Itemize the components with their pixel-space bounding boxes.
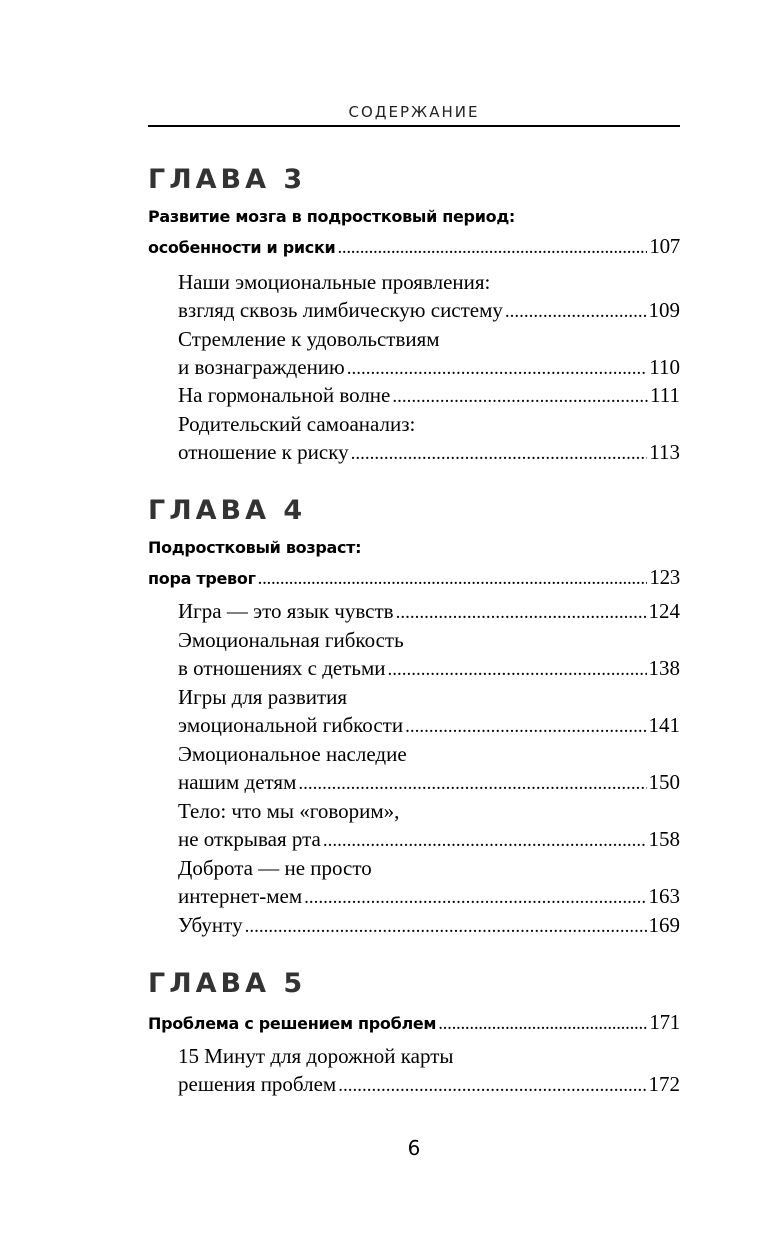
dot-leader xyxy=(396,599,647,627)
toc-entry[interactable] xyxy=(178,882,680,910)
chapter-4-title: ГЛАВА 4 xyxy=(148,495,307,526)
toc-entry[interactable] xyxy=(178,825,680,853)
dot-leader xyxy=(438,1010,647,1038)
entry-title: решения проблем xyxy=(178,1072,337,1096)
entry-title: Доброта — не просто xyxy=(178,856,372,880)
entry-title: Эмоциональная гибкость xyxy=(178,628,404,652)
dot-leader xyxy=(392,383,648,411)
dot-leader xyxy=(388,656,647,684)
dot-leader xyxy=(298,770,646,798)
entry-title: и вознаграждению xyxy=(178,355,345,379)
entry-title: отношение к риску xyxy=(178,440,349,464)
page-ref: 123 xyxy=(649,565,680,589)
dot-leader xyxy=(245,913,647,941)
page-ref: 109 xyxy=(648,298,680,322)
chapter-5-title: ГЛАВА 5 xyxy=(148,968,307,999)
page-ref: 150 xyxy=(648,770,680,794)
page-ref: 124 xyxy=(648,599,680,623)
page-ref: 107 xyxy=(649,234,680,258)
toc-entry[interactable] xyxy=(178,438,680,466)
page-ref: 141 xyxy=(648,713,680,737)
dot-leader xyxy=(258,565,648,593)
entry-title: интернет-мем xyxy=(178,884,303,908)
toc-entry[interactable] xyxy=(178,711,680,739)
page-ref: 111 xyxy=(650,383,680,407)
entry-title: пора тревог xyxy=(148,569,256,588)
page-ref: 169 xyxy=(648,913,680,937)
toc-entry[interactable] xyxy=(178,911,680,939)
chapter-3-title: ГЛАВА 3 xyxy=(148,164,307,195)
toc-entry[interactable] xyxy=(178,683,680,711)
toc-entry-main[interactable] xyxy=(148,203,680,231)
entry-title: нашим детям xyxy=(178,770,297,794)
running-head: СОДЕРЖАНИЕ xyxy=(348,103,480,121)
dot-leader xyxy=(337,234,647,262)
dot-leader xyxy=(304,884,646,912)
page-ref: 172 xyxy=(648,1072,680,1096)
page-number: 6 xyxy=(407,1136,421,1160)
dot-leader xyxy=(505,298,647,326)
entry-title: Убунту xyxy=(178,913,243,937)
entry-title: взгляд сквозь лимбическую систему xyxy=(178,298,503,322)
toc-entry[interactable] xyxy=(178,1070,680,1098)
entry-title: Проблема с решением проблем xyxy=(148,1014,437,1033)
entry-title: не открывая рта xyxy=(178,827,321,851)
toc-entry[interactable] xyxy=(178,296,680,324)
toc-entry[interactable] xyxy=(178,854,680,882)
page-ref: 138 xyxy=(648,656,680,680)
dot-leader xyxy=(347,355,648,383)
page-ref: 158 xyxy=(648,827,680,851)
dot-leader xyxy=(405,713,646,741)
page-ref: 113 xyxy=(649,440,680,464)
toc-entry-main[interactable] xyxy=(148,563,680,591)
toc-entry-main[interactable] xyxy=(148,232,680,260)
toc-entry[interactable] xyxy=(178,325,680,353)
entry-title: 15 Минут для дорожной карты xyxy=(178,1044,454,1068)
entry-title: Игра — это язык чувств xyxy=(178,599,394,623)
entry-title: Наши эмоциональные проявления: xyxy=(178,270,491,294)
page-ref: 171 xyxy=(649,1010,680,1034)
page-ref: 163 xyxy=(648,884,680,908)
page-ref: 110 xyxy=(649,355,680,379)
toc-entry[interactable] xyxy=(178,797,680,825)
toc-entry[interactable] xyxy=(178,740,680,768)
toc-entry[interactable] xyxy=(178,626,680,654)
entry-title: особенности и риски xyxy=(148,238,336,257)
entry-title: Тело: что мы «говорим», xyxy=(178,799,400,823)
dot-leader xyxy=(323,827,647,855)
entry-title: Развитие мозга в подростковый период: xyxy=(148,207,516,226)
entry-title: На гормональной волне xyxy=(178,383,391,407)
toc-entry[interactable] xyxy=(178,1042,680,1070)
toc-entry[interactable] xyxy=(178,597,680,625)
toc-entry[interactable] xyxy=(178,353,680,381)
header-rule xyxy=(148,125,680,127)
toc-entry-main[interactable] xyxy=(148,534,680,562)
entry-title: Стремление к удовольствиям xyxy=(178,327,440,351)
toc-entry[interactable] xyxy=(178,268,680,296)
toc-entry[interactable] xyxy=(178,768,680,796)
toc-entry[interactable] xyxy=(178,654,680,682)
entry-title: Эмоциональное наследие xyxy=(178,742,407,766)
entry-title: Подростковый возраст: xyxy=(148,538,362,557)
entry-title: эмоциональной гибкости xyxy=(178,713,404,737)
entry-title: Игры для развития xyxy=(178,685,348,709)
dot-leader xyxy=(338,1072,646,1100)
entry-title: Родительский самоанализ: xyxy=(178,412,416,436)
dot-leader xyxy=(351,440,648,468)
toc-entry[interactable] xyxy=(178,381,680,409)
toc-entry-main[interactable] xyxy=(148,1008,680,1036)
entry-title: в отношениях с детьми xyxy=(178,656,386,680)
toc-entry[interactable] xyxy=(178,410,680,438)
